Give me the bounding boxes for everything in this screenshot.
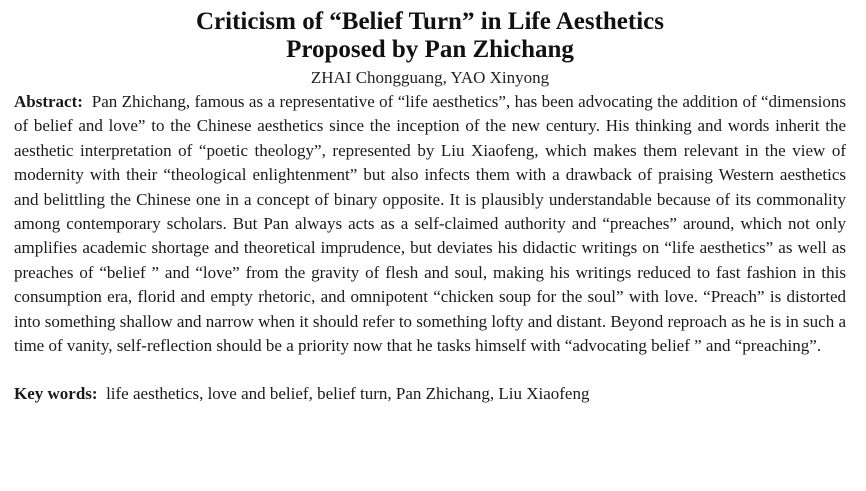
keywords-label: Key words: xyxy=(14,384,98,404)
abstract-text: Pan Zhichang, famous as a representative of “life aesthetics”, has been advocating the addition of “dimensions of belief and love” to the Chinese aesthetics since the inception of the new century. His thinking and words inherit the aesthetic interpretation of “poetic theology”, represented by Liu Xiaofeng, which makes them relevant in the view of modernity with their “theological enlightenment” but also infects them with a drawback of praising Western aesthetics and belittling the Chinese one in a concept of binary opposite. It is plausibly understandable because of its commonality among contemporary scholars. But Pan always acts as a self-claimed authority and “preaches” around, which not only amplifies academic shortage and theoretical imprudence, but deviates his didactic writings on “life aesthetics” as well as preaches of “belief ” and “love” from the gravity of flesh and soul, making his writings reduced to fast fashion in this consumption era, florid and empty rhetoric, and omnipotent “chicken soup for the soul” with love. “Preach” is distorted into something shallow and narrow when it should refer to something lofty and distant. Beyond reproach as he is in such a time of vanity, self-reflection should be a priority now that he tasks himself with “advocating belief ” and “preaching”. xyxy=(14,92,847,356)
author-names: ZHAI Chongguang, YAO Xinyong xyxy=(310,68,550,87)
title-line-1: Criticism of “Belief Turn” in Life Aesthetics xyxy=(195,8,665,35)
keywords-text: life aesthetics, love and belief, belief turn, Pan Zhichang, Liu Xiaofeng xyxy=(106,384,590,404)
abstract-paragraph xyxy=(14,90,846,358)
paper-page xyxy=(14,8,846,406)
paper-title xyxy=(14,8,846,64)
abstract-label: Abstract: xyxy=(14,92,83,111)
keywords-line xyxy=(14,382,846,406)
title-line-2: Proposed by Pan Zhichang xyxy=(286,36,574,63)
